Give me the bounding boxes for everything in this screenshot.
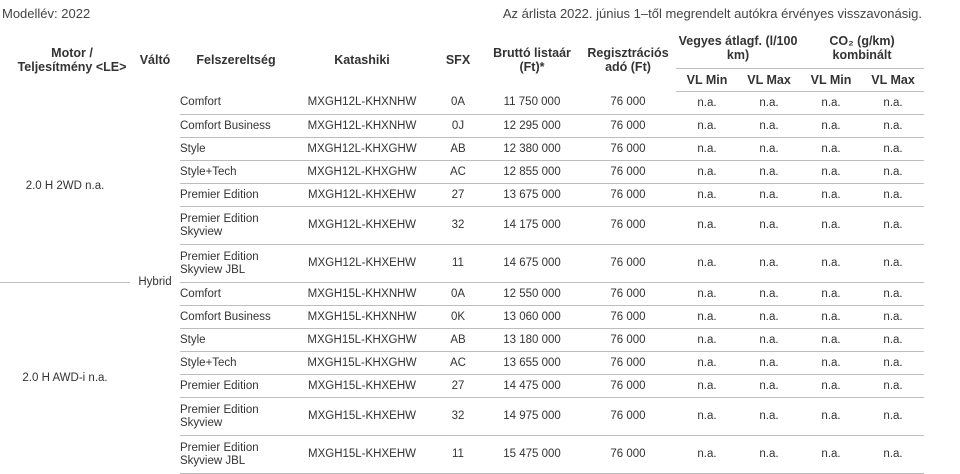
sfx-cell: 11 — [432, 245, 484, 283]
co2-max-cell: n.a. — [862, 184, 924, 207]
price-cell: 12 550 000 — [484, 283, 580, 306]
consumption-min-cell: n.a. — [676, 184, 738, 207]
sfx-cell: 27 — [432, 184, 484, 207]
consumption-min-cell: n.a. — [676, 375, 738, 398]
katashiki-cell: MXGH15L-KHXNHW — [292, 306, 432, 329]
consumption-min-cell: n.a. — [676, 245, 738, 283]
katashiki-cell: MXGH15L-KHXEHW — [292, 398, 432, 436]
consumption-min-cell: n.a. — [676, 398, 738, 436]
tax-cell: 76 000 — [580, 245, 676, 283]
price-cell: 13 675 000 — [484, 184, 580, 207]
co2-min-cell: n.a. — [800, 375, 862, 398]
consumption-max-cell: n.a. — [738, 283, 800, 306]
tax-cell: 76 000 — [580, 283, 676, 306]
co2-min-cell: n.a. — [800, 184, 862, 207]
tax-cell: 76 000 — [580, 329, 676, 352]
price-cell: 12 855 000 — [484, 161, 580, 184]
trim-cell: Style+Tech — [180, 352, 292, 375]
co2-min-cell: n.a. — [800, 306, 862, 329]
co2-max-cell: n.a. — [862, 245, 924, 283]
co2-min-cell: n.a. — [800, 352, 862, 375]
co2-max-cell: n.a. — [862, 352, 924, 375]
header-co2: CO₂ (g/km) kombinált — [829, 34, 895, 62]
consumption-min-cell: n.a. — [676, 115, 738, 138]
consumption-min-cell: n.a. — [676, 306, 738, 329]
consumption-max-cell: n.a. — [738, 161, 800, 184]
consumption-max-cell: n.a. — [738, 138, 800, 161]
sfx-cell: AB — [432, 329, 484, 352]
consumption-max-cell: n.a. — [738, 207, 800, 245]
consumption-min-cell: n.a. — [676, 138, 738, 161]
sfx-cell: AC — [432, 352, 484, 375]
co2-max-cell: n.a. — [862, 92, 924, 115]
tax-cell: 76 000 — [580, 306, 676, 329]
consumption-max-cell: n.a. — [738, 436, 800, 474]
header-consumption: Vegyes átlagf. (l/100 km) — [678, 34, 798, 62]
header-trim: Felszereltség — [196, 52, 276, 67]
tax-cell: 76 000 — [580, 436, 676, 474]
co2-max-cell: n.a. — [862, 375, 924, 398]
katashiki-cell: MXGH12L-KHXNHW — [292, 92, 432, 115]
co2-min-cell: n.a. — [800, 329, 862, 352]
katashiki-cell: MXGH15L-KHXGHW — [292, 329, 432, 352]
trim-cell: Comfort Business — [180, 306, 292, 329]
price-cell: 13 655 000 — [484, 352, 580, 375]
trim-cell: Premier Edition — [180, 184, 292, 207]
header-motor: Motor / Teljesítmény <LE> — [17, 45, 127, 74]
co2-min-cell: n.a. — [800, 245, 862, 283]
price-list-table — [0, 28, 924, 474]
consumption-max-cell: n.a. — [738, 398, 800, 436]
header-cons-vl-min: VL Min — [676, 69, 738, 92]
co2-max-cell: n.a. — [862, 161, 924, 184]
katashiki-cell: MXGH12L-KHXNHW — [292, 115, 432, 138]
sfx-cell: 0J — [432, 115, 484, 138]
katashiki-cell: MXGH12L-KHXEHW — [292, 207, 432, 245]
price-cell: 11 750 000 — [484, 92, 580, 115]
tax-cell: 76 000 — [580, 115, 676, 138]
consumption-min-cell: n.a. — [676, 436, 738, 474]
header-co2-vl-max: VL Max — [862, 69, 924, 92]
motor-cell: 2.0 H AWD-i n.a. — [22, 371, 108, 384]
price-cell: 12 380 000 — [484, 138, 580, 161]
consumption-max-cell: n.a. — [738, 306, 800, 329]
co2-min-cell: n.a. — [800, 436, 862, 474]
katashiki-cell: MXGH15L-KHXNHW — [292, 283, 432, 306]
tax-cell: 76 000 — [580, 375, 676, 398]
katashiki-cell: MXGH15L-KHXEHW — [292, 436, 432, 474]
header-sfx: SFX — [445, 52, 471, 67]
co2-min-cell: n.a. — [800, 115, 862, 138]
tax-cell: 76 000 — [580, 138, 676, 161]
trim-cell: Premier Edition Skyview — [180, 398, 292, 436]
tax-cell: 76 000 — [580, 161, 676, 184]
sfx-cell: 32 — [432, 398, 484, 436]
trim-cell: Premier Edition Skyview JBL — [180, 245, 292, 283]
price-cell: 13 180 000 — [484, 329, 580, 352]
consumption-max-cell: n.a. — [738, 329, 800, 352]
consumption-min-cell: n.a. — [676, 329, 738, 352]
sfx-cell: AB — [432, 138, 484, 161]
co2-max-cell: n.a. — [862, 436, 924, 474]
tax-cell: 76 000 — [580, 92, 676, 115]
katashiki-cell: MXGH15L-KHXGHW — [292, 352, 432, 375]
trim-cell: Premier Edition Skyview JBL — [180, 436, 292, 474]
sfx-cell: 0A — [432, 92, 484, 115]
motor-cell: 2.0 H 2WD n.a. — [0, 92, 130, 283]
sfx-cell: 11 — [432, 436, 484, 474]
price-cell: 13 060 000 — [484, 306, 580, 329]
katashiki-cell: MXGH15L-KHXEHW — [292, 375, 432, 398]
consumption-max-cell: n.a. — [738, 184, 800, 207]
consumption-min-cell: n.a. — [676, 92, 738, 115]
co2-min-cell: n.a. — [800, 92, 862, 115]
trim-cell: Style — [180, 329, 292, 352]
co2-min-cell: n.a. — [800, 398, 862, 436]
consumption-min-cell: n.a. — [676, 161, 738, 184]
trim-cell: Premier Edition Skyview — [180, 207, 292, 245]
katashiki-cell: MXGH12L-KHXGHW — [292, 161, 432, 184]
validity-note: Az árlista 2022. június 1–től megrendelt autókra érvényes visszavonásig. — [502, 6, 922, 21]
co2-max-cell: n.a. — [862, 329, 924, 352]
trim-cell: Style — [180, 138, 292, 161]
sfx-cell: AC — [432, 161, 484, 184]
co2-min-cell: n.a. — [800, 283, 862, 306]
tax-cell: 76 000 — [580, 352, 676, 375]
header-katashiki: Katashiki — [334, 52, 390, 67]
sfx-cell: 0K — [432, 306, 484, 329]
tax-cell: 76 000 — [580, 398, 676, 436]
table-row — [0, 92, 924, 115]
co2-max-cell: n.a. — [862, 115, 924, 138]
header-co2-vl-min: VL Min — [800, 69, 862, 92]
header-tax: Regisztrációs adó (Ft) — [587, 45, 669, 74]
co2-max-cell: n.a. — [862, 398, 924, 436]
consumption-min-cell: n.a. — [676, 283, 738, 306]
co2-min-cell: n.a. — [800, 207, 862, 245]
price-cell: 12 295 000 — [484, 115, 580, 138]
co2-max-cell: n.a. — [862, 306, 924, 329]
trim-cell: Comfort — [180, 283, 292, 306]
co2-max-cell: n.a. — [862, 207, 924, 245]
consumption-min-cell: n.a. — [676, 352, 738, 375]
table-body — [0, 92, 924, 474]
trim-cell: Comfort — [180, 92, 292, 115]
trim-cell: Premier Edition — [180, 375, 292, 398]
co2-min-cell: n.a. — [800, 138, 862, 161]
model-year: Modellév: 2022 — [2, 6, 91, 21]
co2-max-cell: n.a. — [862, 283, 924, 306]
trim-cell: Comfort Business — [180, 115, 292, 138]
consumption-min-cell: n.a. — [676, 207, 738, 245]
tax-cell: 76 000 — [580, 207, 676, 245]
tax-cell: 76 000 — [580, 184, 676, 207]
consumption-max-cell: n.a. — [738, 92, 800, 115]
transmission-cell: Hybrid — [138, 276, 172, 288]
consumption-max-cell: n.a. — [738, 245, 800, 283]
sfx-cell: 32 — [432, 207, 484, 245]
price-cell: 15 475 000 — [484, 436, 580, 474]
price-cell: 14 175 000 — [484, 207, 580, 245]
katashiki-cell: MXGH12L-KHXGHW — [292, 138, 432, 161]
co2-min-cell: n.a. — [800, 161, 862, 184]
consumption-max-cell: n.a. — [738, 352, 800, 375]
price-cell: 14 975 000 — [484, 398, 580, 436]
consumption-max-cell: n.a. — [738, 115, 800, 138]
header-valto: Váltó — [139, 52, 171, 67]
price-cell: 14 675 000 — [484, 245, 580, 283]
header-price: Bruttó listaár (Ft)* — [493, 45, 571, 74]
katashiki-cell: MXGH12L-KHXEHW — [292, 245, 432, 283]
consumption-max-cell: n.a. — [738, 375, 800, 398]
header-cons-vl-max: VL Max — [738, 69, 800, 92]
katashiki-cell: MXGH12L-KHXEHW — [292, 184, 432, 207]
sfx-cell: 27 — [432, 375, 484, 398]
price-cell: 14 475 000 — [484, 375, 580, 398]
trim-cell: Style+Tech — [180, 161, 292, 184]
co2-max-cell: n.a. — [862, 138, 924, 161]
sfx-cell: 0A — [432, 283, 484, 306]
